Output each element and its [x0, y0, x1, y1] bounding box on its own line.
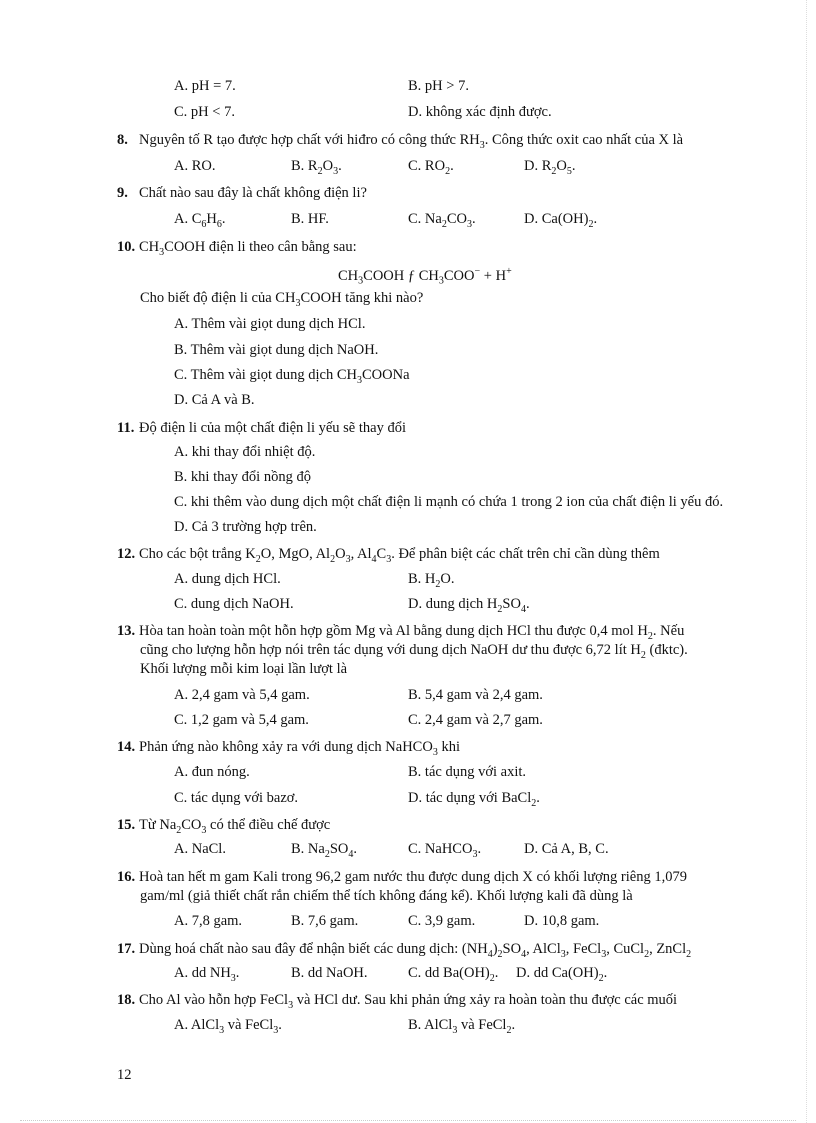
q13-number: 13.: [117, 623, 136, 639]
q9-option-d-text: D. Ca(OH): [524, 211, 589, 227]
q9-option-a-sub2: 6: [216, 218, 222, 230]
q18-option-b-sub2: 2: [506, 1024, 512, 1036]
q10-option-a-text: A. Thêm vài giọt dung dịch HCl.: [174, 316, 366, 332]
q11-option-a: [174, 443, 315, 461]
q8-option-c-text: C. RO: [408, 158, 446, 174]
q10-stem: [117, 238, 357, 262]
q9-option-c: [408, 210, 476, 234]
q7-option-c: [174, 103, 235, 121]
q16-l2: gam/ml (giả thiết chất rắn chiếm thể tích không đáng kể). Khối lượng kali đã dùng là: [140, 888, 633, 904]
q8-text-sub: 3: [479, 139, 485, 151]
q14-option-c-text: C. tác dụng với bazơ.: [174, 790, 299, 806]
q15-s1: 2: [176, 824, 182, 836]
q15-t3: có thể điều chế được: [206, 817, 331, 833]
q18-option-a-end: .: [278, 1017, 282, 1033]
q9-option-a-sub1: 6: [201, 218, 207, 230]
q12-option-a: [174, 570, 281, 588]
q18-s1: 3: [288, 999, 294, 1011]
q15-option-d-text: D. Cả A, B, C.: [524, 841, 609, 857]
q18-t1: Cho Al vào hỗn hợp FeCl: [139, 992, 289, 1008]
right-dotted-rule: [806, 0, 807, 1123]
q9-option-d-end: .: [593, 211, 598, 227]
q12-option-d-text: D. dung dịch H: [408, 596, 498, 612]
q12-s2: 2: [330, 553, 336, 565]
q17-number: 17.: [117, 941, 136, 957]
q11-option-a-text: A. khi thay đổi nhiệt độ.: [174, 444, 316, 460]
q13-option-b: [408, 686, 543, 704]
q16-option-b: [291, 912, 358, 930]
q13-l3: Khối lượng mỗi kim loại lần lượt là: [140, 661, 348, 677]
q16-option-a-text: A. 7,8 gam.: [174, 913, 243, 929]
q17-s3: 4: [521, 948, 527, 960]
q9-option-d: [524, 210, 597, 234]
q17-t2: ): [492, 941, 498, 957]
q7-option-d: [408, 103, 552, 121]
q10-question: [140, 289, 423, 313]
q14-t1: Phản ứng nào không xảy ra với dung dịch NaHCO: [139, 739, 433, 755]
q17-s4: 3: [560, 948, 566, 960]
q10-eq-a: CH: [338, 267, 359, 284]
q15-option-b-sub2: 4: [348, 848, 354, 860]
q8-option-d: [524, 157, 576, 181]
q17-t3: SO: [502, 941, 522, 957]
q9-option-c-end: .: [472, 211, 476, 227]
q17-t5: , FeCl: [565, 941, 602, 957]
q10-eq-d: + H: [480, 267, 507, 284]
q8-option-b-mid: O: [322, 158, 334, 174]
q12-s4: 4: [371, 553, 377, 565]
q8-option-d-mid: O: [556, 158, 567, 174]
q17-s1: 4: [487, 948, 493, 960]
q17-option-b-text: B. dd NaOH.: [291, 965, 368, 981]
q13-stem-line3: [140, 660, 347, 678]
q9-option-d-sub: 2: [588, 218, 594, 230]
q15-option-d: [524, 840, 609, 858]
q12-option-a-text: A. dung dịch HCl.: [174, 571, 281, 587]
q7-option-a-text: A. pH = 7.: [174, 78, 236, 94]
q14-option-d-sub: 2: [531, 797, 537, 809]
q12-option-d-end: .: [525, 596, 530, 612]
q18-option-b-end: .: [511, 1017, 516, 1033]
q12-option-d: [408, 595, 530, 619]
q15-option-b-mid: SO: [329, 841, 349, 857]
q9-number: 9.: [117, 185, 128, 201]
q9-option-a: [174, 210, 226, 234]
q9-option-a-text: A. C: [174, 211, 202, 227]
q7-option-c-text: C. pH < 7.: [174, 104, 235, 120]
q12-option-c-text: C. dung dịch NaOH.: [174, 596, 294, 612]
q17-option-d-sub: 2: [598, 972, 604, 984]
bottom-dotted-rule: [20, 1120, 796, 1121]
q13-l2a: cũng cho lượng hỗn hợp nói trên tác dụng với dung dịch NaOH dư thu được 6,72 lít H: [140, 642, 641, 658]
q15-option-c: [408, 840, 481, 864]
q10-text-b: COOH điện li theo cân bằng sau:: [164, 239, 357, 255]
q13-l1a: Hòa tan hoàn toàn một hỗn hợp gồm Mg và Al bằng dung dịch HCl thu được 0,4 mol H: [139, 623, 648, 639]
q9-option-c-sub2: 3: [467, 218, 472, 230]
q12-t6: . Để phân biệt các chất trên chỉ cần dùng thêm: [391, 546, 660, 562]
q7-option-a: [174, 77, 236, 95]
q17-s7: 2: [686, 948, 692, 960]
q16-option-c-text: C. 3,9 gam.: [408, 913, 476, 929]
q12-t5: C: [376, 546, 387, 562]
q12-option-b-sub: 2: [435, 578, 441, 590]
q10-eq-sup1: −: [474, 266, 481, 277]
q8-text-end: . Công thức oxit cao nhất của X là: [484, 132, 684, 148]
q8-option-c-end: .: [450, 158, 454, 174]
q15-option-b-text: B. Na: [291, 841, 325, 857]
q13-l1b: . Nếu: [652, 623, 685, 639]
q16-number: 16.: [117, 869, 136, 885]
q18-stem: [117, 991, 677, 1015]
q14-option-a-text: A. đun nóng.: [174, 764, 250, 780]
q10-eq-sub1: 3: [358, 275, 364, 287]
q15-t1: Từ Na: [139, 817, 177, 833]
q15-option-c-end: .: [477, 841, 482, 857]
q8-option-d-end: .: [571, 158, 576, 174]
q14-number: 14.: [117, 739, 136, 755]
q17-s5: 3: [601, 948, 607, 960]
q10-eq-sup2: +: [506, 266, 512, 277]
q8-option-b-text: B. R: [291, 158, 318, 174]
q14-option-c: [174, 789, 298, 807]
q15-t2: CO: [181, 817, 202, 833]
q17-option-c: [408, 964, 498, 988]
q9-option-a-end: .: [221, 211, 226, 227]
q17-option-d-end: .: [603, 965, 608, 981]
q14-s1: 3: [432, 746, 438, 758]
q9-option-a-mid: H: [206, 211, 217, 227]
q8-option-d-text: D. R: [524, 158, 552, 174]
q8-option-b: [291, 157, 342, 181]
q13-option-c-text: C. 1,2 gam và 5,4 gam.: [174, 712, 309, 728]
q11-option-b-text: B. khi thay đổi nồng độ: [174, 469, 311, 485]
q15-option-b-end: .: [353, 841, 358, 857]
q11-option-d: [174, 518, 317, 536]
q18-option-b-text: B. AlCl: [408, 1017, 453, 1033]
q11-option-b: [174, 468, 311, 486]
q10-question-a: Cho biết độ điện li của CH: [140, 290, 296, 306]
q18-option-a-mid: và FeCl: [224, 1017, 274, 1033]
q10-number: 10.: [117, 239, 136, 255]
q17-stem: [117, 940, 691, 964]
q8-stem: [117, 131, 683, 155]
q11-option-d-text: D. Cả 3 trường hợp trên.: [174, 519, 317, 535]
q16-option-b-text: B. 7,6 gam.: [291, 913, 359, 929]
q15-stem: [117, 816, 330, 840]
q12-option-d-mid: SO: [502, 596, 521, 612]
q17-option-b: [291, 964, 368, 982]
q8-option-b-sub2: 3: [333, 165, 339, 177]
q11-text: Độ điện li của một chất điện li yếu sẽ thay đổi: [139, 420, 406, 436]
q17-option-a-text: A. dd NH: [174, 965, 231, 981]
q10-question-b: COOH tăng khi nào?: [300, 290, 424, 306]
q9-option-c-sub1: 2: [441, 218, 447, 230]
q18-option-a-sub1: 3: [219, 1024, 225, 1036]
q16-option-c: [408, 912, 475, 930]
q13-option-a-text: A. 2,4 gam và 5,4 gam.: [174, 687, 310, 703]
q8-option-b-end: .: [338, 158, 342, 174]
q17-s6: 2: [644, 948, 650, 960]
q18-number: 18.: [117, 992, 136, 1008]
q18-option-a-sub2: 3: [273, 1024, 279, 1036]
q18-option-b-mid: và FeCl: [457, 1017, 507, 1033]
q17-option-a: [174, 964, 239, 988]
q14-option-d-end: .: [536, 790, 540, 806]
q11-option-c: [174, 493, 723, 511]
q17-option-d-text: D. dd Ca(OH): [516, 965, 599, 981]
q12-number: 12.: [117, 546, 136, 562]
q10-option-d-text: D. Cả A và B.: [174, 392, 255, 408]
q10-option-a: [174, 315, 365, 333]
q9-text: Chất nào sau đây là chất không điện li?: [139, 185, 367, 201]
q10-question-sub: 3: [295, 297, 301, 309]
q12-t2: O, MgO, Al: [260, 546, 331, 562]
q13-l2b: (đktc).: [645, 642, 688, 658]
q15-option-b: [291, 840, 357, 864]
q13-option-c: [174, 711, 309, 729]
q17-t6: , CuCl: [606, 941, 645, 957]
q12-option-c: [174, 595, 294, 613]
q18-t2: và HCl dư. Sau khi phản ứng xảy ra hoàn toàn thu được các muối: [293, 992, 678, 1008]
q7-option-b: [408, 77, 469, 95]
q13-l1-sub: 2: [647, 630, 653, 642]
q8-option-a: [174, 157, 216, 175]
q13-option-a: [174, 686, 310, 704]
q12-option-b-end: O.: [440, 571, 455, 587]
q14-stem: [117, 738, 460, 762]
q10-eq-b: COOH ƒ CH: [363, 267, 439, 284]
page-number: 12: [117, 1067, 132, 1083]
q7-option-b-text: B. pH > 7.: [408, 78, 469, 94]
q17-s2: 2: [497, 948, 503, 960]
q14-option-b: [408, 763, 526, 781]
q13-option-d-text: C. 2,4 gam và 2,7 gam.: [408, 712, 543, 728]
q10-option-b: [174, 341, 378, 359]
q10-text-sub: 3: [159, 246, 165, 258]
q16-option-d: [524, 912, 599, 930]
q15-number: 15.: [117, 817, 136, 833]
q15-option-a: [174, 840, 226, 858]
q14-option-a: [174, 763, 250, 781]
q15-option-a-text: A. NaCl.: [174, 841, 226, 857]
q10-equation: [338, 263, 512, 291]
q12-option-b: [408, 570, 455, 594]
q8-option-d-sub2: 5: [566, 165, 572, 177]
q11-number: 11.: [117, 420, 135, 436]
q7-option-d-text: D. không xác định được.: [408, 104, 552, 120]
q10-option-d: [174, 391, 255, 409]
q14-t2: khi: [437, 739, 460, 755]
q18-option-b: [408, 1016, 515, 1040]
q11-stem: [117, 419, 406, 437]
q10-eq-c: COO: [443, 267, 475, 284]
q8-option-a-text: A. RO.: [174, 158, 216, 174]
q18-option-a: [174, 1016, 282, 1040]
q17-option-c-end: .: [494, 965, 499, 981]
q17-option-c-text: C. dd Ba(OH): [408, 965, 490, 981]
q10-option-c-sub: 3: [357, 374, 362, 386]
q8-option-d-sub1: 2: [551, 165, 557, 177]
q13-option-b-text: B. 5,4 gam và 2,4 gam.: [408, 687, 543, 703]
q10-option-c-end: COONa: [362, 367, 410, 383]
q18-option-a-text: A. AlCl: [174, 1017, 220, 1033]
q10-eq-sub2: 3: [438, 275, 444, 287]
q17-option-a-sub: 3: [230, 972, 236, 984]
q16-l1: Hoà tan hết m gam Kali trong 96,2 gam nước thu được dung dịch X có khối lượng riêng 1,079: [139, 869, 687, 885]
q17-t1: Dùng hoá chất nào sau đây để nhận biết các dung dịch: (NH: [139, 941, 488, 957]
q15-s2: 3: [201, 824, 207, 836]
q12-stem: [117, 545, 660, 569]
q9-option-c-text: C. Na: [408, 211, 442, 227]
q8-number: 8.: [117, 132, 128, 148]
q17-t7: , ZnCl: [649, 941, 687, 957]
q8-text: Nguyên tố R tạo được hợp chất với hiđro có công thức RH: [139, 132, 480, 148]
q8-option-c-sub: 2: [445, 165, 451, 177]
q16-option-d-text: D. 10,8 gam.: [524, 913, 600, 929]
q12-s1: 2: [255, 553, 261, 565]
q9-option-b: [291, 210, 329, 228]
q13-option-d: [408, 711, 543, 729]
q17-t4: , AlCl: [526, 941, 561, 957]
q14-option-d: [408, 789, 540, 813]
q13-l2-sub: 2: [640, 649, 646, 661]
q10-option-c: [174, 366, 410, 390]
q12-s5: 3: [386, 553, 392, 565]
q10-option-b-text: B. Thêm vài giọt dung dịch NaOH.: [174, 342, 379, 358]
q18-option-b-sub1: 3: [452, 1024, 458, 1036]
q11-option-c-text: C. khi thêm vào dung dịch một chất điện li mạnh có chứa 1 trong 2 ion của chất điện li yếu đó.: [174, 494, 724, 510]
q12-t3: O: [335, 546, 346, 562]
q12-s3: 3: [345, 553, 351, 565]
q16-option-a: [174, 912, 242, 930]
q15-option-c-text: C. NaHCO: [408, 841, 473, 857]
q12-option-d-sub2: 4: [520, 603, 526, 615]
q12-t4: , Al: [350, 546, 372, 562]
q9-stem: [117, 184, 367, 202]
q15-option-c-sub: 3: [472, 848, 478, 860]
q12-t1: Cho các bột trắng K: [139, 546, 256, 562]
q14-option-b-text: B. tác dụng với axit.: [408, 764, 527, 780]
q8-option-b-sub1: 2: [317, 165, 323, 177]
q9-option-b-text: B. HF.: [291, 211, 329, 227]
q15-option-b-sub1: 2: [324, 848, 330, 860]
q16-stem-line2: [140, 887, 633, 905]
q17-option-d: [516, 964, 607, 988]
q9-option-c-mid: CO: [446, 211, 467, 227]
q10-text-a: CH: [139, 239, 160, 255]
q8-option-c: [408, 157, 454, 181]
q17-option-c-sub: 2: [489, 972, 495, 984]
q16-stem-line1: [117, 868, 687, 886]
q10-option-c-text: C. Thêm vài giọt dung dịch CH: [174, 367, 357, 383]
q17-option-a-end: .: [235, 965, 240, 981]
q12-option-b-text: B. H: [408, 571, 436, 587]
q12-option-d-sub1: 2: [497, 603, 503, 615]
q14-option-d-text: D. tác dụng với BaCl: [408, 790, 532, 806]
